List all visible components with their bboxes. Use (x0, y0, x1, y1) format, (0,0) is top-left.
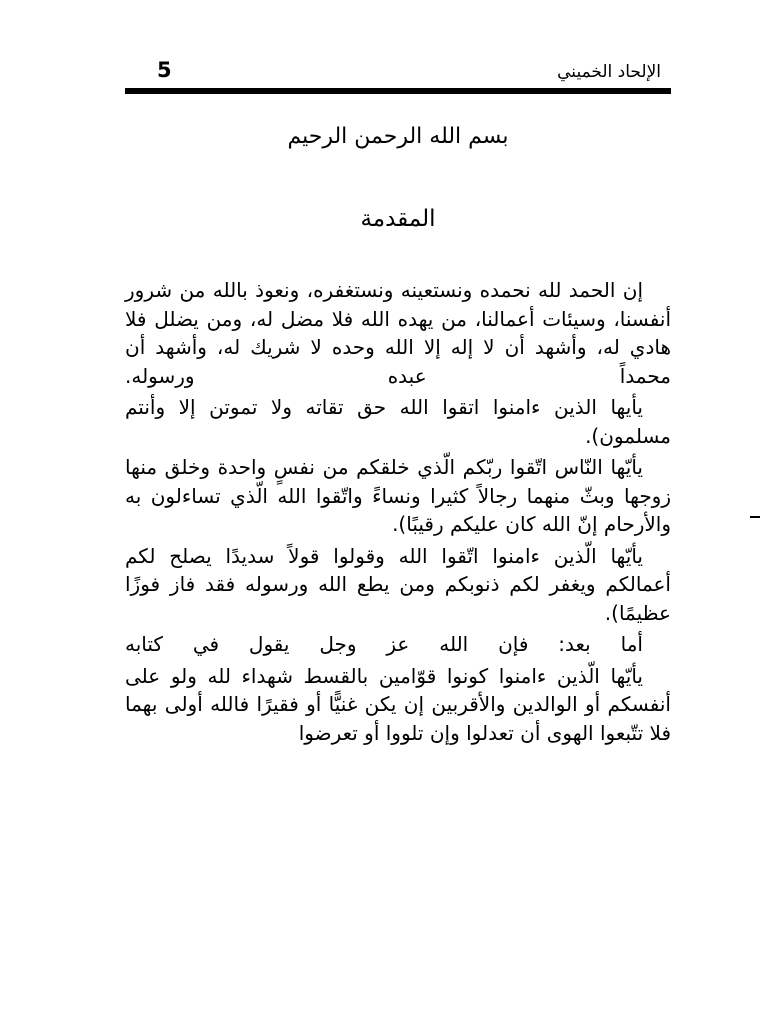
paragraph-verse-4: يأيّها الّذين ءامنوا كونوا قوّامين بالقسط شهداء لله ولو على أنفسكم أو الوالدين والأقربين إن يكن غنيًّا أو فقيرًا فالله أولى بهما فلا تتّبعوا الهوى أن تعدلوا وإن تلووا أو تعرضوا (125, 663, 671, 745)
page-header (125, 58, 671, 88)
paragraph-verse-2: يأيّها النّاس اتّقوا ربّكم الّذي خلقكم من نفسٍ واحدة وخلق منها زوجها وبثّ منهما رجالاً كثيرا ونساءً واتّقوا الله الّذي تساءلون به والأرحام إنّ الله كان عليكم رقيبًا). (125, 455, 671, 536)
running-title: الإلحاد الخميني (557, 62, 661, 82)
paragraph-verse-3: يأيّها الّذين ءامنوا اتّقوا الله وقولوا قولاً سديدًا يصلح لكم أعمالكم ويغفر لكم ذنوبكم ومن يطع الله ورسوله فقد فاز فوزًا عظيمًا). (125, 543, 671, 625)
paragraph-amma-bad: أما بعد: فإن الله عز وجل يقول في كتابه (125, 632, 643, 656)
page-number: 5 (157, 58, 172, 82)
header-rule (125, 88, 671, 94)
paragraph-verse-1: يأيها الذين ءامنوا اتقوا الله حق تقاته ولا تموتن إلا وأنتم مسلمون). (125, 395, 671, 448)
paragraph-intro: إن الحمد لله نحمده ونستعينه ونستغفره، ونعوذ بالله من شرور أنفسنا، وسيئات أعمالنا، من يهده الله فلا مضل له، ومن يضلل فلا هادي له، وأشهد أن لا إله إلا الله وحده لا شريك له، وأشهد أن محمداً عبده ورسوله. (125, 278, 671, 388)
margin-mark (750, 516, 760, 518)
body-text (125, 276, 671, 750)
basmala: بسم الله الرحمن الرحيم (287, 124, 509, 149)
section-title: المقدمة (360, 206, 436, 232)
